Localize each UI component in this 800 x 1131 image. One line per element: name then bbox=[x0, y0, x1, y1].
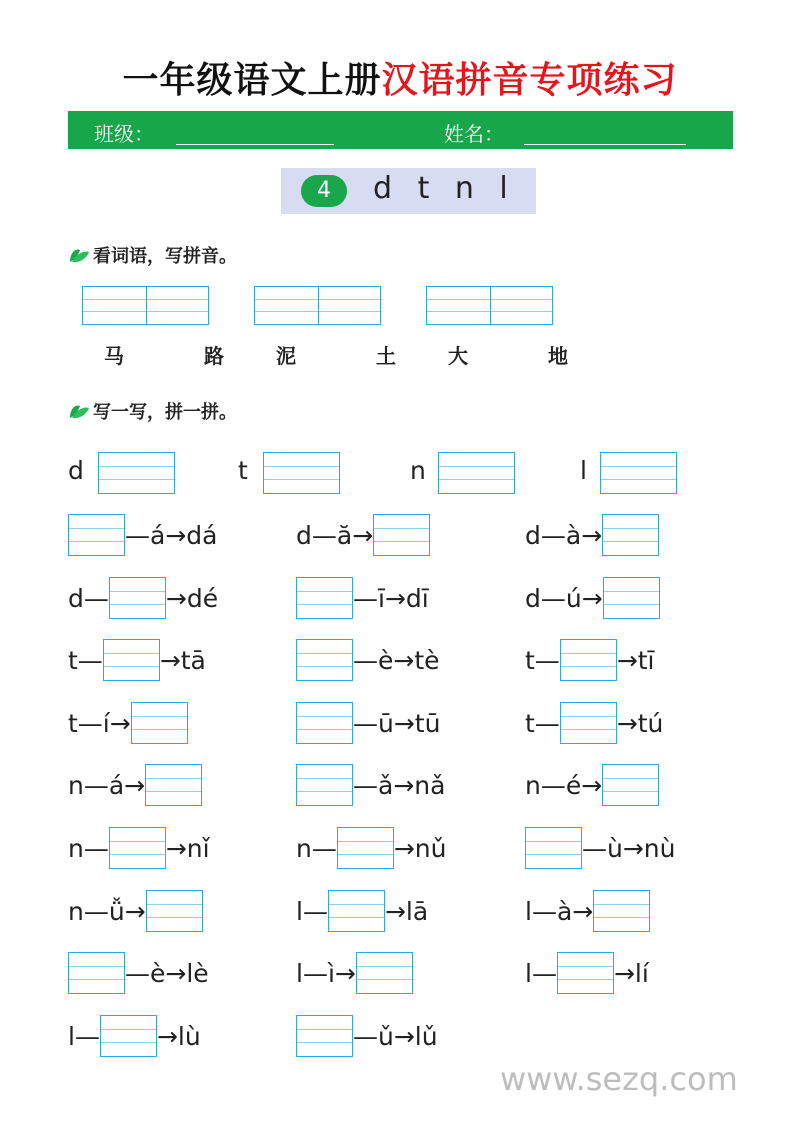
writing-box[interactable] bbox=[103, 639, 160, 681]
writing-box[interactable] bbox=[557, 952, 614, 994]
info-bar bbox=[68, 111, 733, 149]
writing-box[interactable] bbox=[109, 577, 166, 619]
writing-box[interactable] bbox=[263, 452, 340, 494]
leaf-icon bbox=[68, 402, 90, 420]
writing-box[interactable] bbox=[100, 1015, 157, 1057]
exercise-prefix: n— bbox=[296, 833, 337, 863]
section-2-label: 写一写，拼一拼。 bbox=[93, 402, 237, 423]
exercise-item bbox=[296, 952, 413, 994]
writing-box[interactable] bbox=[98, 452, 175, 494]
exercise-item bbox=[296, 827, 447, 869]
exercise-suffix: →tī bbox=[616, 645, 655, 675]
exercise-prefix: t— bbox=[525, 708, 560, 738]
writing-box[interactable] bbox=[525, 827, 582, 869]
exercise-item bbox=[525, 890, 650, 932]
writing-box[interactable] bbox=[296, 1015, 353, 1057]
exercise-item bbox=[296, 639, 440, 681]
class-label: 班级： bbox=[94, 122, 154, 146]
writing-box[interactable] bbox=[296, 764, 353, 806]
exercise-item bbox=[525, 827, 675, 869]
section-1-title bbox=[68, 242, 237, 268]
title-highlight: 汉语拼音专项练习 bbox=[381, 59, 678, 101]
exercise-suffix: →nǔ bbox=[393, 833, 447, 863]
exercise-prefix: l— bbox=[68, 1021, 100, 1051]
writing-box[interactable] bbox=[296, 577, 353, 619]
writing-box[interactable] bbox=[603, 577, 660, 619]
unit-header bbox=[281, 168, 536, 214]
writing-box[interactable] bbox=[373, 514, 430, 556]
exercise-prefix: l— bbox=[525, 958, 557, 988]
word-dadi: 大 地 bbox=[448, 344, 598, 368]
exercise-suffix: →tā bbox=[159, 645, 206, 675]
name-field-line[interactable] bbox=[524, 144, 686, 145]
exercise-item bbox=[525, 764, 659, 806]
exercise-suffix: →lā bbox=[384, 896, 429, 926]
exercise-suffix: —ū→tū bbox=[353, 708, 441, 738]
exercise-item bbox=[525, 577, 660, 619]
exercise-suffix: →lù bbox=[156, 1021, 201, 1051]
exercise-suffix: —ǔ→lǔ bbox=[353, 1021, 438, 1051]
exercise-item bbox=[68, 702, 188, 744]
unit-number-badge: 4 bbox=[301, 175, 347, 207]
exercise-suffix: —á→dá bbox=[125, 520, 218, 550]
writing-box[interactable] bbox=[68, 514, 125, 556]
watermark: www.sezq.com bbox=[500, 1060, 738, 1098]
exercise-item bbox=[68, 577, 218, 619]
leaf-icon bbox=[68, 246, 90, 264]
exercise-prefix: l—à→ bbox=[525, 896, 594, 926]
writing-box[interactable] bbox=[602, 514, 659, 556]
exercise-item bbox=[296, 1015, 438, 1057]
writing-box[interactable] bbox=[68, 952, 125, 994]
exercise-item bbox=[68, 890, 203, 932]
exercise-prefix: n—é→ bbox=[525, 770, 603, 800]
exercise-suffix: →nǐ bbox=[165, 833, 210, 863]
writing-box[interactable] bbox=[109, 827, 166, 869]
writing-box[interactable] bbox=[356, 952, 413, 994]
exercise-prefix: l—ì→ bbox=[296, 958, 356, 988]
exercise-suffix: —è→lè bbox=[125, 958, 209, 988]
writing-box[interactable] bbox=[337, 827, 394, 869]
exercise-item bbox=[68, 1015, 201, 1057]
exercise-item bbox=[296, 764, 445, 806]
writing-box[interactable] bbox=[296, 702, 353, 744]
exercise-suffix: —ù→nù bbox=[582, 833, 676, 863]
letter-t: t bbox=[238, 456, 248, 485]
exercise-prefix: n— bbox=[68, 833, 109, 863]
title-main: 一年级语文上册 bbox=[122, 59, 382, 101]
exercise-suffix: →lí bbox=[613, 958, 649, 988]
pinyin-box[interactable] bbox=[82, 286, 209, 325]
exercise-item bbox=[296, 702, 440, 744]
exercise-prefix: t— bbox=[525, 645, 560, 675]
letter-n: n bbox=[410, 456, 426, 485]
exercise-item bbox=[296, 577, 429, 619]
writing-box[interactable] bbox=[131, 702, 188, 744]
writing-box[interactable] bbox=[600, 452, 677, 494]
letter-l: l bbox=[580, 456, 587, 485]
exercise-prefix: n—ǚ→ bbox=[68, 896, 146, 926]
letter-d: d bbox=[68, 456, 84, 485]
exercise-item bbox=[296, 890, 428, 932]
exercise-item bbox=[296, 514, 430, 556]
exercise-prefix: n—á→ bbox=[68, 770, 146, 800]
exercise-prefix: l— bbox=[296, 896, 328, 926]
writing-box[interactable] bbox=[296, 639, 353, 681]
writing-box[interactable] bbox=[560, 639, 617, 681]
exercise-item bbox=[525, 702, 663, 744]
exercise-prefix: t—í→ bbox=[68, 708, 131, 738]
exercise-prefix: d—ă→ bbox=[296, 520, 374, 550]
name-label: 姓名： bbox=[444, 122, 504, 146]
class-field-line[interactable] bbox=[176, 144, 334, 145]
exercise-prefix: d— bbox=[68, 583, 109, 613]
exercise-item bbox=[68, 827, 210, 869]
unit-letters: d t n l bbox=[373, 171, 508, 206]
exercise-prefix: t— bbox=[68, 645, 103, 675]
exercise-item bbox=[525, 514, 659, 556]
writing-box[interactable] bbox=[560, 702, 617, 744]
exercise-item bbox=[68, 764, 202, 806]
exercise-suffix: —ī→dī bbox=[353, 583, 429, 613]
section-1-label: 看词语，写拼音。 bbox=[93, 246, 237, 267]
exercise-suffix: —è→tè bbox=[353, 645, 440, 675]
exercise-item bbox=[68, 952, 209, 994]
word-malu: 马 路 bbox=[104, 344, 254, 368]
page-title bbox=[0, 52, 800, 103]
writing-box[interactable] bbox=[438, 452, 515, 494]
writing-box[interactable] bbox=[146, 890, 203, 932]
pinyin-box[interactable] bbox=[254, 286, 381, 325]
word-nitu: 泥 土 bbox=[276, 344, 426, 368]
writing-box[interactable] bbox=[145, 764, 202, 806]
exercise-prefix: d—ú→ bbox=[525, 583, 603, 613]
exercise-item bbox=[68, 514, 217, 556]
exercise-suffix: →dé bbox=[165, 583, 219, 613]
exercise-suffix: —ǎ→nǎ bbox=[353, 770, 446, 800]
exercise-item bbox=[525, 952, 649, 994]
writing-box[interactable] bbox=[328, 890, 385, 932]
exercise-item bbox=[525, 639, 655, 681]
exercise-item bbox=[68, 639, 206, 681]
pinyin-box[interactable] bbox=[426, 286, 553, 325]
section-2-title bbox=[68, 398, 237, 424]
exercise-suffix: →tú bbox=[616, 708, 664, 738]
writing-box[interactable] bbox=[593, 890, 650, 932]
exercise-prefix: d—à→ bbox=[525, 520, 603, 550]
writing-box[interactable] bbox=[602, 764, 659, 806]
